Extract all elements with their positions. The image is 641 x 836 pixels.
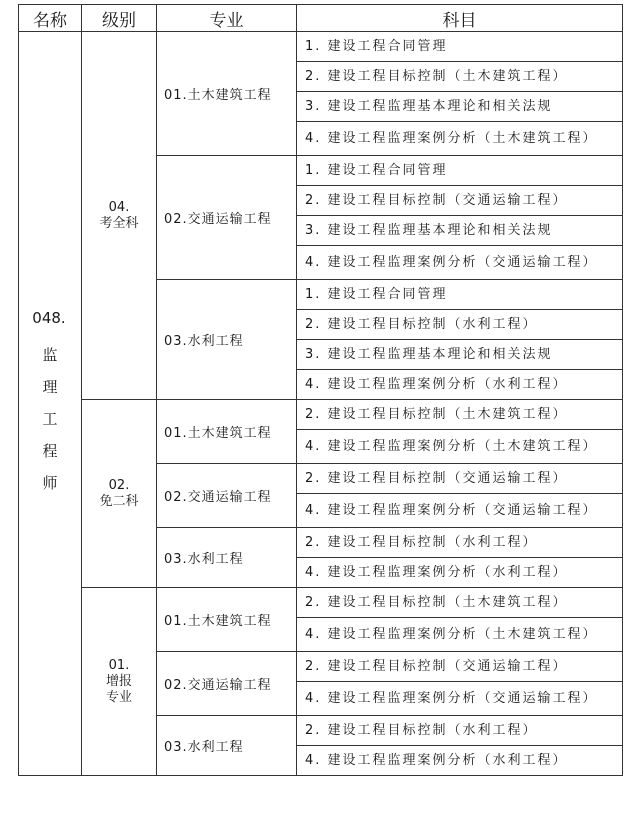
subject-cell: 3. 建设工程监理基本理论和相关法规 [297, 216, 623, 246]
major-cell: 01.土木建筑工程 [157, 588, 297, 652]
name-chars [19, 339, 81, 499]
subject-cell: 2. 建设工程目标控制（交通运输工程） [297, 464, 623, 494]
subject-cell: 2. 建设工程目标控制（土木建筑工程） [297, 62, 623, 92]
subject-cell: 2. 建设工程目标控制（交通运输工程） [297, 186, 623, 216]
major-cell: 02.交通运输工程 [157, 464, 297, 528]
subject-cell: 4. 建设工程监理案例分析（土木建筑工程） [297, 122, 623, 156]
level-cell [82, 400, 157, 588]
subject-cell: 4. 建设工程监理案例分析（水利工程） [297, 746, 623, 776]
level-label-line: 专业 [105, 689, 132, 705]
major-cell: 01.土木建筑工程 [157, 400, 297, 464]
major-cell: 03.水利工程 [157, 716, 297, 776]
subject-cell: 4. 建设工程监理案例分析（水利工程） [297, 370, 623, 400]
subject-cell: 2. 建设工程目标控制（水利工程） [297, 310, 623, 340]
header-subject: 科目 [297, 5, 623, 32]
subject-cell: 4. 建设工程监理案例分析（水利工程） [297, 558, 623, 588]
subject-cell: 3. 建设工程监理基本理论和相关法规 [297, 92, 623, 122]
name-char: 理 [42, 377, 58, 396]
name-cell [19, 32, 82, 776]
subject-cell: 2. 建设工程目标控制（土木建筑工程） [297, 588, 623, 618]
header-name: 名称 [19, 5, 82, 32]
major-cell: 03.水利工程 [157, 280, 297, 400]
subject-cell: 4. 建设工程监理案例分析（交通运输工程） [297, 682, 623, 716]
header-level: 级别 [82, 5, 157, 32]
subject-cell: 4. 建设工程监理案例分析（土木建筑工程） [297, 430, 623, 464]
name-char: 师 [42, 473, 58, 492]
name-char: 程 [42, 441, 58, 460]
level-label-line: 增报 [105, 673, 132, 689]
subject-cell: 2. 建设工程目标控制（土木建筑工程） [297, 400, 623, 430]
subject-cell: 2. 建设工程目标控制（水利工程） [297, 716, 623, 746]
subject-cell: 3. 建设工程监理基本理论和相关法规 [297, 340, 623, 370]
subject-cell: 1. 建设工程合同管理 [297, 280, 623, 310]
major-cell: 02.交通运输工程 [157, 156, 297, 280]
level-label: 考全科 [99, 215, 139, 231]
level-label: 免二科 [99, 493, 139, 509]
name-char: 工 [42, 409, 58, 428]
subject-cell: 2. 建设工程目标控制（交通运输工程） [297, 652, 623, 682]
subject-cell: 1. 建设工程合同管理 [297, 156, 623, 186]
name-char: 监 [42, 345, 58, 364]
subject-cell: 4. 建设工程监理案例分析（交通运输工程） [297, 246, 623, 280]
table-row [19, 400, 623, 430]
name-code: 048. [32, 308, 66, 327]
level-code: 01. [108, 657, 130, 673]
major-cell: 02.交通运输工程 [157, 652, 297, 716]
table-body [19, 32, 623, 776]
header-row [19, 5, 623, 32]
subject-cell: 2. 建设工程目标控制（水利工程） [297, 528, 623, 558]
exam-subjects-table [18, 4, 623, 776]
table-row [19, 32, 623, 62]
subject-cell: 4. 建设工程监理案例分析（交通运输工程） [297, 494, 623, 528]
header-major: 专业 [157, 5, 297, 32]
level-cell [82, 32, 157, 400]
level-code: 04. [108, 199, 130, 215]
table-row [19, 588, 623, 618]
level-cell [82, 588, 157, 776]
level-code: 02. [108, 477, 130, 493]
subject-cell: 1. 建设工程合同管理 [297, 32, 623, 62]
major-cell: 01.土木建筑工程 [157, 32, 297, 156]
major-cell: 03.水利工程 [157, 528, 297, 588]
subject-cell: 4. 建设工程监理案例分析（土木建筑工程） [297, 618, 623, 652]
